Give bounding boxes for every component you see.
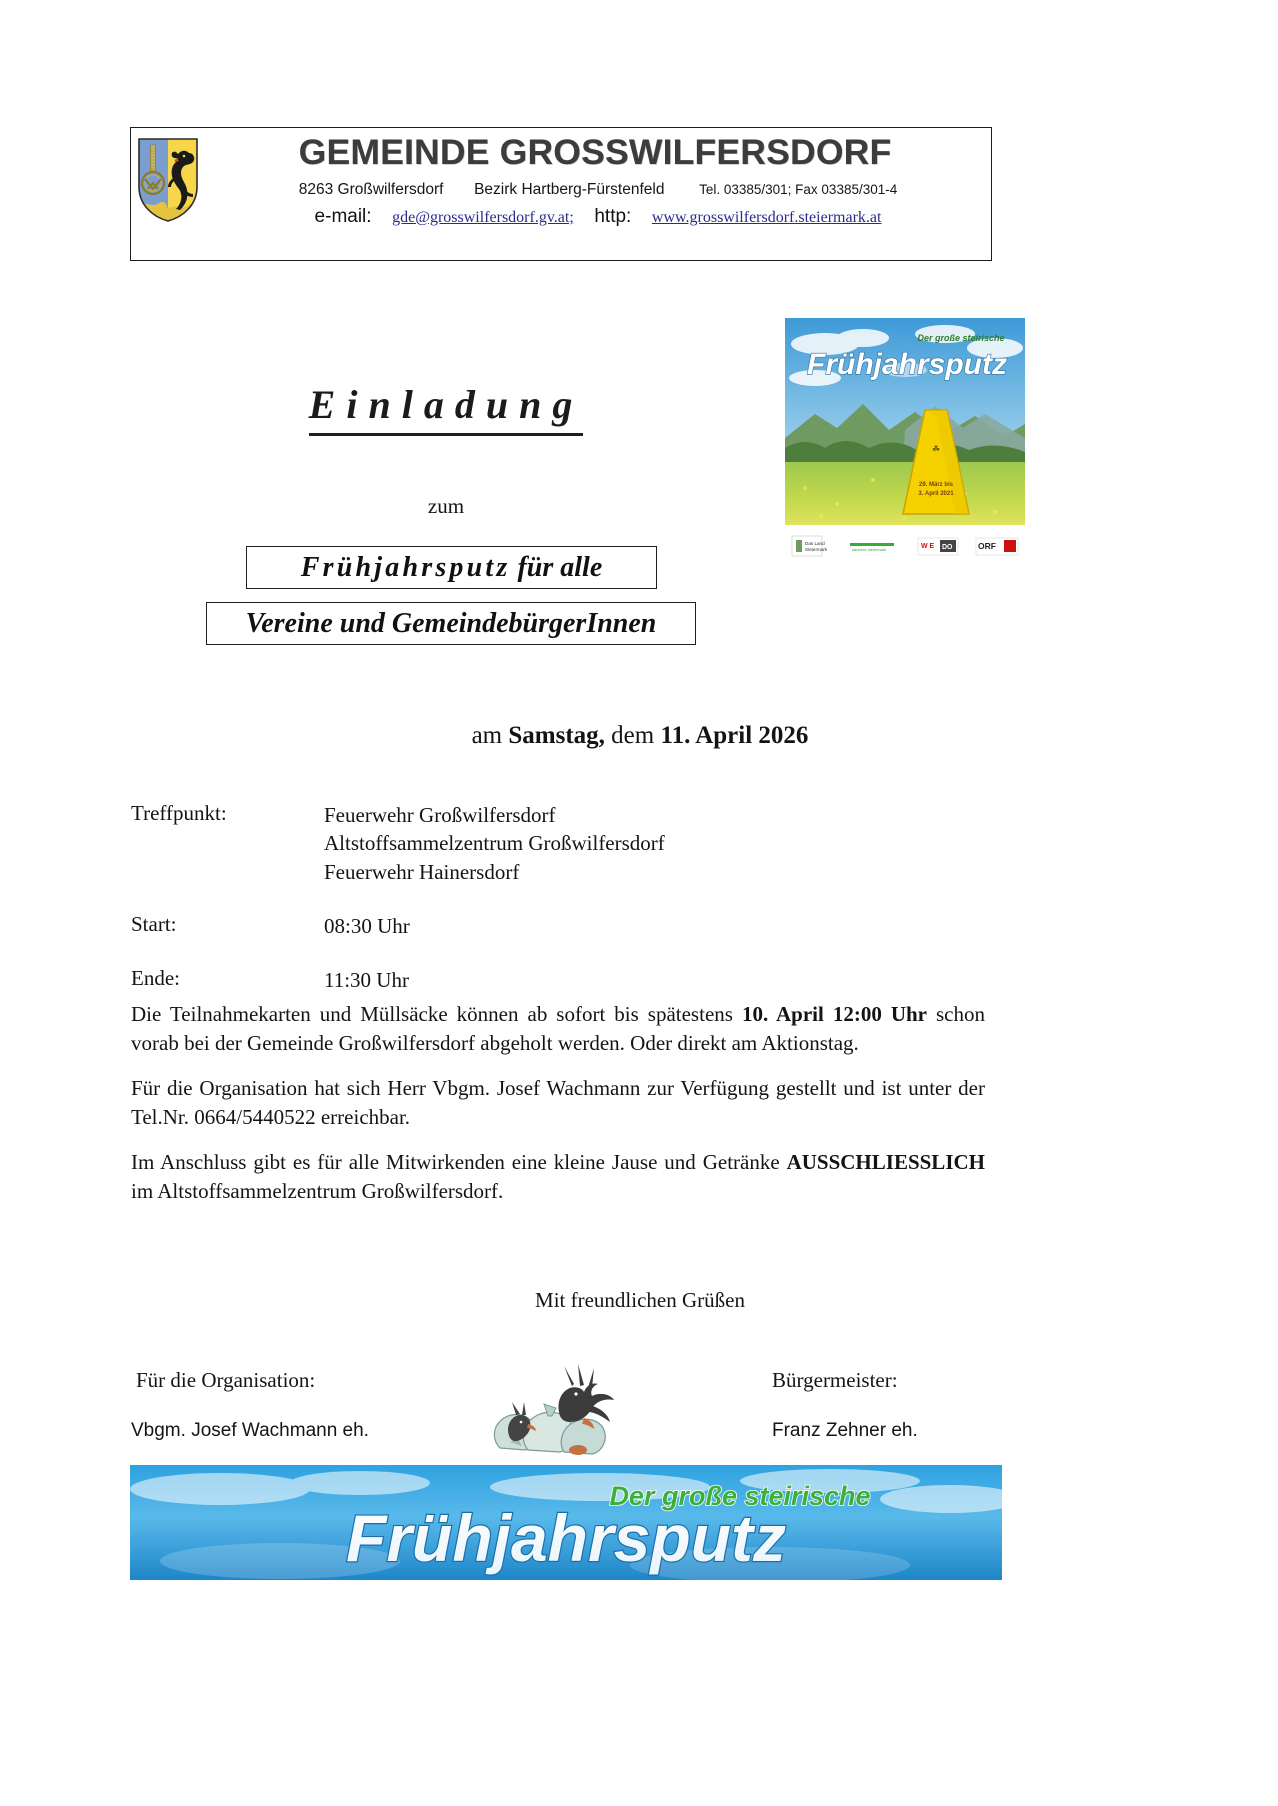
svg-text:Der große steirische: Der große steirische: [917, 333, 1005, 343]
svg-text:W E: W E: [921, 543, 935, 550]
detail-value: 08:30 Uhr: [324, 914, 410, 939]
poster-sponsor-logos: [790, 532, 1020, 564]
event-details: [131, 801, 1031, 995]
page-title-text: Einladung: [309, 381, 584, 436]
date-prefix: am: [471, 722, 509, 749]
detail-label: Treffpunkt:: [131, 801, 227, 825]
paragraph-text: im Altstoffsammelzentrum Großwilfersdorf.: [131, 1178, 504, 1203]
svg-text:DO: DO: [942, 544, 953, 551]
date-value: 11. April 2026: [660, 722, 809, 749]
detail-value: Altstoffsammelzentrum Großwilfersdorf: [324, 831, 665, 856]
event-date-line: [190, 722, 1090, 750]
event-title-main: Frühjahrsputz: [300, 552, 511, 583]
svg-text:ORF: ORF: [978, 541, 996, 551]
email-label: e-mail: [314, 205, 367, 227]
letterhead-web-line: e-mail: gde@grosswilfersdorf.gv.at; http: www.grosswilfersdorf.steiermark.at: [314, 205, 882, 227]
gemeinde-wappen-icon: [137, 137, 199, 223]
svg-text:Frühjahrsputz: Frühjahrsputz: [346, 1501, 786, 1575]
spacer: [131, 886, 1031, 912]
coat-of-arms-wrap: [131, 128, 205, 260]
trash-illustration: [452, 1330, 652, 1462]
svg-text:☘: ☘: [931, 444, 941, 454]
phone-fax: Tel. 03385/301; Fax 03385/301-4: [699, 181, 898, 197]
svg-text:Steiermark: Steiermark: [805, 547, 828, 552]
location-emphasis: AUSSCHLIESSLICH: [786, 1150, 985, 1174]
svg-text:Der große steirische: Der große steirische: [609, 1481, 871, 1511]
signature-left-name: Vbgm. Josef Wachmann eh.: [131, 1420, 369, 1441]
paragraph-text: Im Anschluss gibt es für alle Mitwirkenden eine kleine Jause und Getränke: [131, 1150, 787, 1174]
postal-town: 8263 Großwilfersdorf: [298, 180, 444, 198]
fruehjahrsputz-banner: [130, 1465, 1002, 1580]
paragraph-text: schon vorab bei der Gemeinde Großwilfersdorf abgeholt werden. Oder direkt am Aktionstag.: [131, 1002, 985, 1055]
paragraph-organisation: Für die Organisation hat sich Herr Vbgm. Josef Wachmann zur Verfügung gestellt und ist unter der Tel.Nr. 0664/5440522 erreichbar.: [131, 1076, 985, 1129]
email-link[interactable]: gde@grosswilfersdorf.gv.at;: [392, 208, 574, 226]
sponsor-logo-strip: [790, 532, 1020, 564]
page-title: [186, 381, 706, 436]
website-link[interactable]: www.grosswilfersdorf.steiermark.at: [651, 208, 882, 226]
detail-values: [324, 801, 665, 886]
district: Bezirk Hartberg-Fürstenfeld: [474, 180, 665, 198]
subtitle-zum: zum: [427, 494, 465, 518]
letterhead-box: [130, 127, 992, 261]
event-title-line-2: Vereine und GemeindebürgerInnen: [206, 602, 696, 645]
http-label: http: [594, 205, 627, 227]
detail-row-treffpunkt: [131, 801, 1031, 886]
svg-text:3. April 2021: 3. April 2021: [918, 491, 954, 497]
spacer: [131, 940, 1031, 966]
closing-greeting: Mit freundlichen Grüßen: [535, 1288, 745, 1312]
svg-text:saubere steiermark: saubere steiermark: [852, 547, 887, 552]
banner-artwork: [130, 1465, 1002, 1580]
svg-text:Frühjahrsputz: Frühjahrsputz: [807, 348, 1007, 381]
svg-text:29. März bis: 29. März bis: [918, 482, 954, 488]
municipality-title: GEMEINDE GROSSWILFERSDORF: [298, 132, 892, 172]
paragraph-text: Die Teilnahmekarten und Müllsäcke können ab sofort bis spätestens: [131, 1002, 742, 1026]
svg-text:Das Land: Das Land: [805, 541, 825, 546]
deadline-emphasis: 10. April 12:00 Uhr: [741, 1002, 927, 1026]
event-title-suffix: für alle: [517, 552, 603, 583]
detail-row-ende: [131, 966, 1031, 994]
paragraph-tickets: [131, 1000, 985, 1057]
signature-right-name: Franz Zehner eh.: [772, 1420, 918, 1441]
detail-label: Start:: [131, 912, 177, 937]
detail-value: Feuerwehr Großwilfersdorf: [324, 803, 556, 827]
detail-value: 11:30 Uhr: [324, 968, 409, 993]
date-weekday: Samstag,: [508, 722, 605, 749]
fruehjahrsputz-poster-thumbnail: [785, 318, 1025, 525]
event-title-line-1: [246, 546, 657, 589]
detail-label: Ende:: [131, 966, 180, 991]
signature-right-label: Bürgermeister:: [772, 1368, 898, 1392]
paragraph-jause: [131, 1148, 985, 1205]
crows-and-garbage-bags-illustration: [452, 1330, 652, 1462]
poster-artwork: [785, 318, 1025, 525]
detail-value: Feuerwehr Hainersdorf: [324, 859, 520, 884]
signature-left-label: Für die Organisation:: [136, 1368, 316, 1392]
detail-row-start: [131, 912, 1031, 940]
letterhead-contact-line: [205, 181, 991, 199]
date-middle: dem: [604, 722, 661, 749]
